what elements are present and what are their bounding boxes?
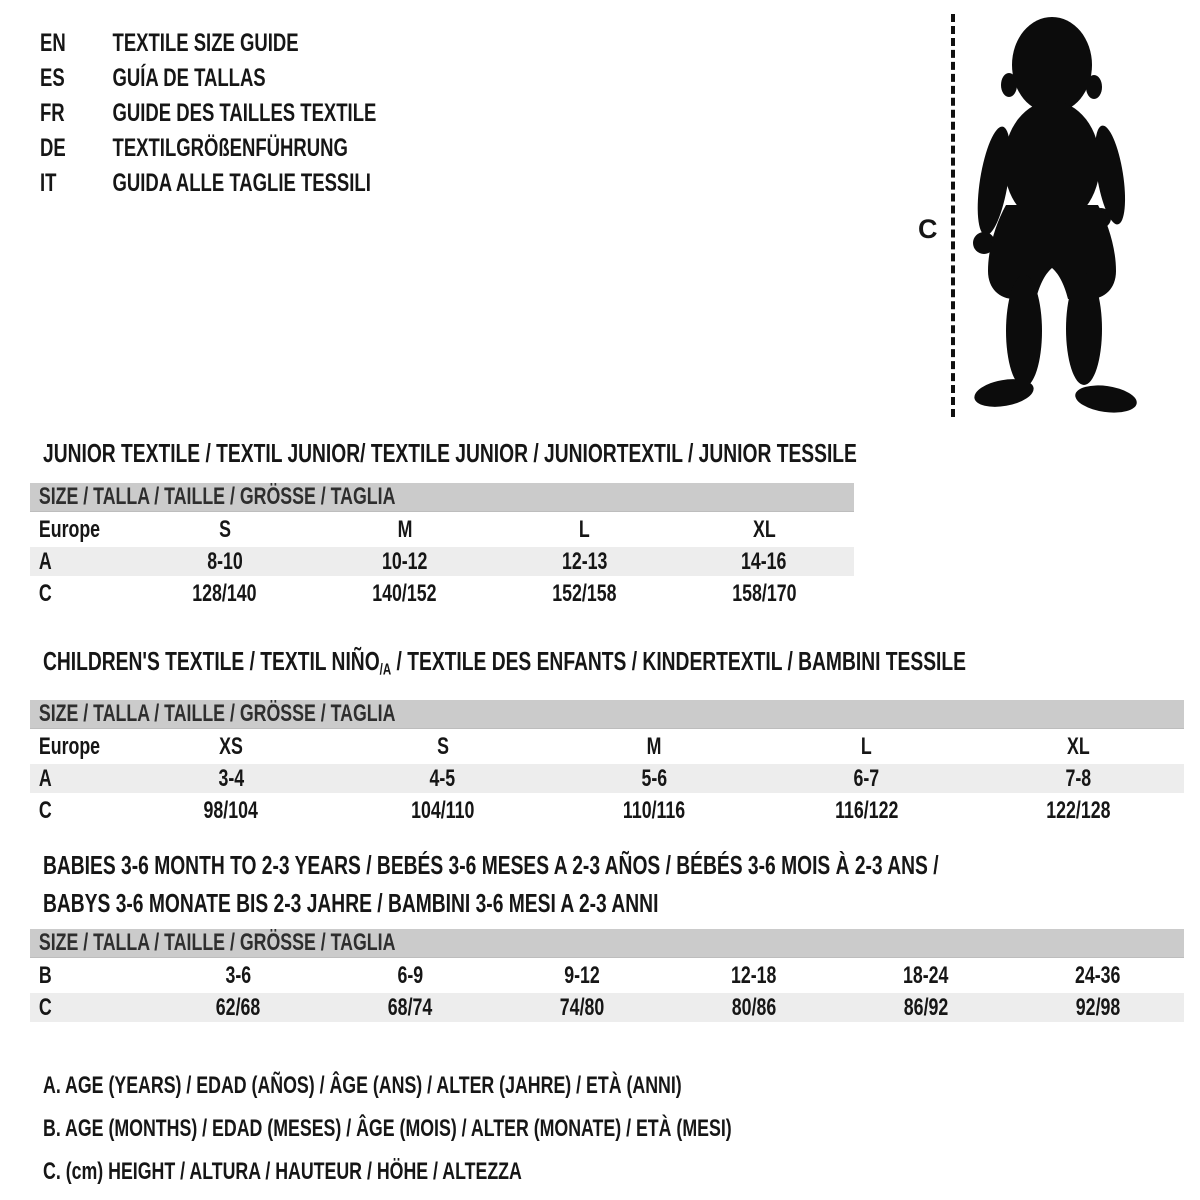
value-cell: 6-9 bbox=[397, 961, 423, 989]
table-row bbox=[30, 764, 1184, 793]
toddler-silhouette-icon bbox=[964, 13, 1146, 418]
value-cell: 3-4 bbox=[125, 764, 337, 793]
title-segment: JUNIOR TEXTILE / TEXTIL JUNIOR/ TEXTILE JUNIOR / JUNIORTEXTIL / JUNIOR TESSILE bbox=[43, 438, 857, 468]
value-cell: 4-5 bbox=[337, 764, 549, 793]
value-cell: L bbox=[578, 515, 590, 543]
value-cell: 18-24 bbox=[903, 961, 949, 989]
value-cell: 3-6 bbox=[225, 961, 251, 989]
value-cell: 8-10 bbox=[135, 547, 315, 576]
value-cell: S bbox=[436, 732, 449, 760]
language-title: TEXTILGRÖßENFÜHRUNG bbox=[112, 134, 348, 162]
value-cell: 62/68 bbox=[152, 993, 324, 1022]
row-label-cell: A bbox=[30, 547, 135, 576]
table-header-row bbox=[30, 700, 1184, 729]
value-cell: L bbox=[860, 732, 872, 760]
language-list bbox=[40, 26, 495, 201]
table-header-label: SIZE / TALLA / TAILLE / GRÖSSE / TAGLIA bbox=[38, 483, 396, 510]
table-row bbox=[30, 732, 1184, 761]
section-title bbox=[30, 642, 1200, 689]
value-cell: 7-8 bbox=[972, 764, 1184, 793]
value-cell: 12-13 bbox=[495, 547, 675, 576]
language-row bbox=[40, 166, 495, 201]
table-header-bar bbox=[30, 700, 1184, 729]
value-cell: 68/74 bbox=[324, 993, 496, 1022]
value-cell: 86/92 bbox=[840, 993, 1012, 1022]
value-cell: 92/98 bbox=[1012, 993, 1184, 1022]
row-label-cell: B bbox=[38, 961, 52, 989]
value-cell: XL bbox=[1066, 732, 1090, 760]
section-title bbox=[30, 846, 1200, 884]
section-title bbox=[30, 434, 1200, 472]
value-cell: 158/170 bbox=[732, 579, 797, 607]
language-title: GUÍA DE TALLAS bbox=[112, 64, 266, 92]
value-cell: M bbox=[647, 732, 662, 760]
title-segment: BABIES 3-6 MONTH TO 2-3 YEARS / BEBÉS 3-6 MESES A 2-3 AÑOS / BÉBÉS 3-6 MOIS À 2-3 ANS / bbox=[43, 850, 939, 880]
language-code: DE bbox=[40, 134, 66, 162]
row-label-cell: C bbox=[38, 579, 52, 607]
language-title: GUIDA ALLE TAGLIE TESSILI bbox=[112, 169, 371, 197]
language-code: EN bbox=[40, 29, 66, 57]
row-label-cell: C bbox=[38, 796, 52, 824]
value-cell: 5-6 bbox=[549, 764, 761, 793]
value-cell: 140/152 bbox=[372, 579, 437, 607]
section-childrens-textile bbox=[30, 642, 1200, 828]
table-header-bar bbox=[30, 483, 854, 512]
language-code: FR bbox=[40, 99, 65, 127]
section-babies-textile bbox=[30, 846, 1200, 1025]
value-cell: 6-7 bbox=[760, 764, 972, 793]
value-cell: 152/158 bbox=[552, 579, 617, 607]
row-label-cell: Europe bbox=[38, 515, 101, 543]
table-row bbox=[30, 547, 854, 576]
language-row bbox=[40, 26, 495, 61]
table-header-label: SIZE / TALLA / TAILLE / GRÖSSE / TAGLIA bbox=[38, 700, 396, 728]
value-cell: XL bbox=[752, 515, 776, 543]
table-header-label: SIZE / TALLA / TAILLE / GRÖSSE / TAGLIA bbox=[38, 929, 396, 956]
language-row bbox=[40, 96, 495, 131]
row-label-cell: Europe bbox=[38, 732, 101, 760]
language-code: IT bbox=[40, 169, 57, 197]
value-cell: XS bbox=[219, 732, 243, 760]
section-junior-textile bbox=[30, 434, 1200, 611]
value-cell: 110/116 bbox=[623, 796, 686, 824]
language-code: ES bbox=[40, 64, 65, 92]
value-cell: 12-18 bbox=[731, 961, 777, 989]
title-segment: BABYS 3-6 MONATE BIS 2-3 JAHRE / BAMBINI 3-6 MESI A 2-3 ANNI bbox=[43, 888, 659, 918]
table-row bbox=[30, 796, 1184, 825]
value-cell: M bbox=[397, 515, 413, 543]
value-cell: 116/122 bbox=[834, 796, 898, 824]
value-cell: 128/140 bbox=[192, 579, 257, 607]
table-header-bar bbox=[30, 929, 1184, 958]
value-cell: 9-12 bbox=[564, 961, 600, 989]
section-title bbox=[30, 884, 1200, 922]
value-cell: 10-12 bbox=[315, 547, 495, 576]
title-segment: CHILDREN'S TEXTILE / TEXTIL NIÑO bbox=[43, 646, 380, 676]
table-header-row bbox=[30, 929, 1184, 958]
table-row bbox=[30, 961, 1184, 990]
title-segment: / TEXTILE DES ENFANTS / KINDERTEXTIL / BAMBINI TESSILE bbox=[391, 646, 966, 676]
size-table bbox=[30, 697, 1184, 828]
table-header-row bbox=[30, 483, 854, 512]
height-dashed-line bbox=[951, 14, 955, 417]
value-cell: 14-16 bbox=[674, 547, 854, 576]
value-cell: 74/80 bbox=[496, 993, 668, 1022]
language-title: TEXTILE SIZE GUIDE bbox=[112, 29, 299, 57]
height-label-c: C bbox=[918, 214, 938, 244]
value-cell: S bbox=[218, 515, 231, 543]
value-cell: 98/104 bbox=[203, 796, 259, 824]
table-row bbox=[30, 515, 854, 544]
value-cell: 24-36 bbox=[1075, 961, 1121, 989]
language-row bbox=[40, 131, 495, 166]
legend-line: A. AGE (YEARS) / EDAD (AÑOS) / ÂGE (ANS) / ALTER (JAHRE) / ETÀ (ANNI) bbox=[43, 1072, 682, 1099]
legend-line: B. AGE (MONTHS) / EDAD (MESES) / ÂGE (MOIS) / ALTER (MONATE) / ETÀ (MESI) bbox=[43, 1115, 732, 1142]
value-cell: 104/110 bbox=[411, 796, 475, 824]
language-row bbox=[40, 61, 495, 96]
value-cell: 80/86 bbox=[668, 993, 840, 1022]
legend bbox=[43, 1064, 974, 1193]
title-segment: /A bbox=[379, 661, 392, 679]
size-table bbox=[30, 926, 1184, 1025]
legend-line: C. (cm) HEIGHT / ALTURA / HAUTEUR / HÖHE / ALTEZZA bbox=[43, 1158, 522, 1185]
table-row bbox=[30, 579, 854, 608]
language-title: GUIDE DES TAILLES TEXTILE bbox=[112, 99, 377, 127]
row-label-cell: A bbox=[30, 764, 125, 793]
row-label-cell: C bbox=[30, 993, 152, 1022]
size-table bbox=[30, 480, 854, 611]
value-cell: 122/128 bbox=[1045, 796, 1111, 824]
table-row bbox=[30, 993, 1184, 1022]
